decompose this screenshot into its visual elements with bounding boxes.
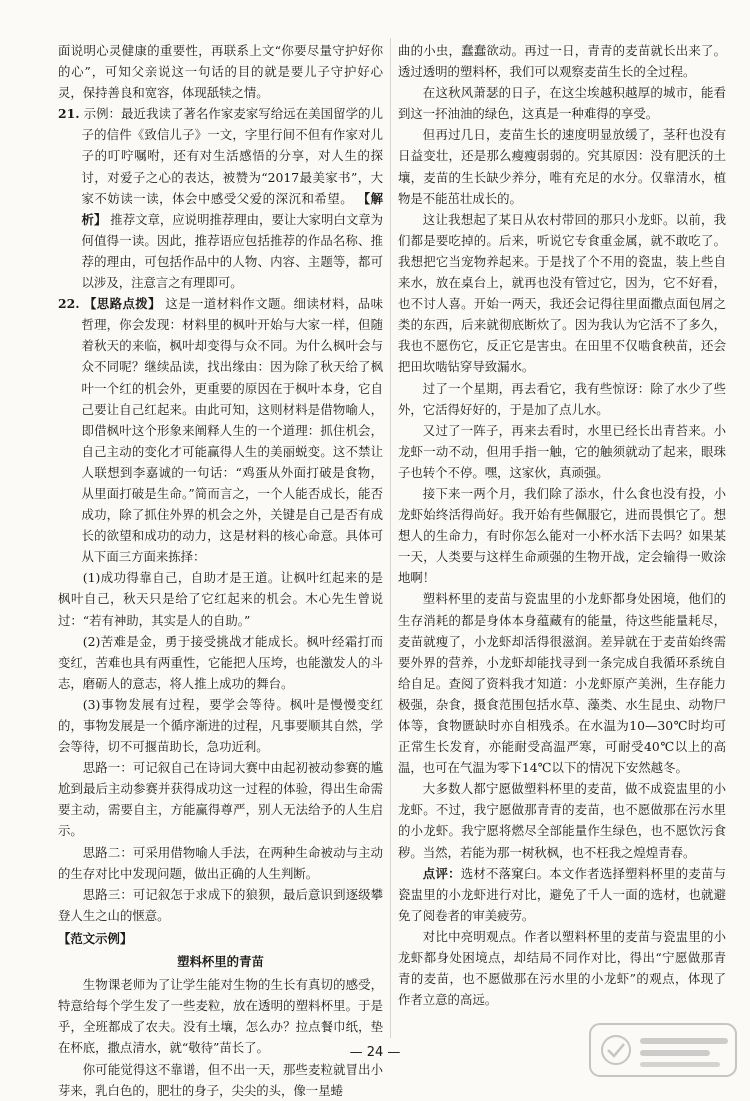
question-21 xyxy=(58,103,383,293)
essay-paragraph: 过了一个星期，再去看它，我有些惊讶：除了水少了些外，它活得好好的，于是加了点儿水。 xyxy=(398,380,726,417)
essay-paragraph: 你可能觉得这不靠谱，但不出一天，那些麦粒就冒出小芽来，乳白色的，肥壮的身子，尖尖的头，像一星蜷 xyxy=(58,1061,383,1098)
left-column xyxy=(58,40,383,1101)
question-22 xyxy=(58,293,383,567)
essay-paragraph: 对比中亮明观点。作者以塑料杯里的麦苗与瓷盅里的小龙虾都身处困境点，却结局不同作对比，得出“宁愿做那青青的麦苗，也不愿做那在污水里的小龙虾”的观点，体现了作者立意的高远。 xyxy=(398,928,726,1008)
comment-label: 点评： xyxy=(422,865,461,881)
right-column xyxy=(398,40,726,1010)
question-number: 21. xyxy=(58,106,80,122)
essay-title: 塑料杯里的青苗 xyxy=(177,954,264,970)
point-3: (3)事物发展有过程，要学会等待。枫叶是慢慢变红的，事物发展是一个循序渐进的过程，凡事要顺其自然，学会等待，切不可揠苗助长，急功近利。 xyxy=(58,696,383,755)
point-1: (1)成功得靠自己，自助才是王道。让枫叶红起来的是枫叶自己，秋天只是给了它红起来的机会。木心先生曾说过：“若有神助，其实是人的自助。” xyxy=(58,570,383,628)
question-number: 22. xyxy=(58,296,80,312)
essay-paragraph: 曲的小虫，蠢蠢欲动。再过一日，青青的麦苗就长出来了。透过透明的塑料杯，我们可以观察麦苗生长的全过程。 xyxy=(398,43,726,80)
idea-1: 思路一：可记叙自己在诗词大赛中由起初被动参赛的尴尬到最后主动参赛并获得成功这一过程的体验，得出生命需要主动，需要自主，方能赢得尊严，别人无法给予的人生启示。 xyxy=(58,760,383,839)
essay-paragraph: 接下来一两个月，我们除了添水，什么食也没有投，小龙虾始终活得尚好。我开始有些佩服它，进而畏惧它了。想想人的生命力，有时你怎么能对一小杯水活下去吗？如果某一天，人类要与这样生命顽强的生物开战，定会输得一败涂地啊！ xyxy=(398,485,726,586)
point-2: (2)苦难是金，勇于接受挑战才能成长。枫叶经霜打而变红，苦难也具有两重性，它能把人压垮，也能激发人的斗志，磨砺人的意志，将人推上成功的舞台。 xyxy=(58,633,383,691)
page-number: — 24 — xyxy=(349,1045,401,1060)
hint-tag: 【思路点拨】 xyxy=(83,296,161,312)
hint-text: 这是一道材料作文题。细读材料，品味哲理，你会发现：材料里的枫叶开始与大家一样，但随着秋天的来临，枫叶却变得与众不同。为什么枫叶会与众不同呢？继续品读，找出缘由：因为除了秋天给了枫叶一个红的机会外，更重要的原因在于枫叶本身，它自己要让自己红起来。由此可知，这则材料是借物喻人，即借枫叶这个形象来阐释人生的一个道理：抓住机会，自己主动的变化才可能赢得人生的美丽蜕变。这不禁让人联想到李嘉诚的一句话：“鸡蛋从外面打破是食物，从里面打破是生命。”简而言之，一个人能否成长，能否成功，除了抓住外界的机会之外，关键是自己是否有成长的欲望和成功的动力，这是材料的核心命意。具体可从下面三方面来拣择： xyxy=(81,296,383,565)
essay-paragraph: 但再过几日，麦苗生长的速度明显放缓了，茎秆也没有日益变壮，还是那么瘦瘦弱弱的。究其原因：没有肥沃的土壤，麦苗的生长缺少养分，唯有充足的水分。仅靠清水，植物是不能茁壮成长的。 xyxy=(398,127,726,206)
idea-2: 思路二：可采用借物喻人手法，在两种生命被动与主动的生存对比中发现问题，做出正确的人生判断。 xyxy=(58,844,383,881)
analysis-text: 推荐文章，应说明推荐理由，要让大家明白文章为何值得一读。因此，推荐语应包括推荐的作品名称、推荐的理由，可包括作品中的人物、内容、主题等，都可以涉及，注意言之有理即可。 xyxy=(81,211,383,291)
column-divider xyxy=(390,38,391,1038)
essay-paragraph: 塑料杯里的麦苗与瓷盅里的小龙虾都身处困境，他们的生存消耗的都是身体本身蕴藏有的能量，待这些能量耗尽，麦苗就瘦了，小龙虾却活得很滋润。差异就在于麦苗始终需要外界的营养，小龙虾却能找寻到一条完成自我循环系统自给自足。查阅了资料我才知道：小龙虾原产美洲，生存能力极强，杂食，摄食范围包括水草、藻类、水生昆虫、动物尸体等，食物匮缺时亦自相残杀。在水温为10—30℃时均可正常生长发育，亦能耐受高温严寒，可耐受40℃以上的高温，也可在气温为零下14℃以下的情况下安然越冬。 xyxy=(398,591,726,776)
essay-paragraph: 这让我想起了某日从农村带回的那只小龙虾。以前，我们都是要吃掉的。后来，听说它专食重金属，就不敢吃了。我想把它当宠物养起来。于是找了个不用的瓷盅，装上些自来水，放在桌台上，就再也没有管过它，因为，它不好看，也不讨人喜。开始一两天，我还会记得往里面撒点面包屑之类的东西，后来就彻底断炊了。因为我认为它活不了多久，我也不愿伤它，反正它是害虫。在田里不仅啮食秧苗，还会把田坎啮钻穿导致漏水。 xyxy=(398,211,726,375)
idea-3: 思路三：可记叙怎于求成下的狼狈，最后意识到逐级攀登人生之山的惬意。 xyxy=(58,886,383,923)
essay-paragraph: 在这秋风萧瑟的日子，在这尘埃越积越厚的城市，能看到这一抔油油的绿色，这真是一种难得的享受。 xyxy=(398,85,726,122)
continued-paragraph: 面说明心灵健康的重要性，再联系上文“你要尽量守护好你的心”，可知父亲说这一句话的目的就是要儿子守护好心灵，保持善良和宽容，体现舐犊之情。 xyxy=(58,43,383,101)
watermark-logo-icon xyxy=(588,1020,738,1080)
essay-paragraph: 生物课老师为了让学生能对生物的生长有真切的感受，特意给每个学生发了一些麦粒，放在透明的塑料杯里。于是乎，全班都成了农夫。没有土壤，怎么办？拉点餐巾纸，垫在杯底，撒点清水，就“敬待”苗长了。 xyxy=(58,977,383,1056)
comment-text: 选材不落窠臼。本文作者选择塑料杯里的麦苗与瓷盅里的小龙虾进行对比，避免了千人一面的选材，也就避免了阅卷者的审美疲劳。 xyxy=(398,865,727,923)
analysis-tag: 【解析】 xyxy=(81,190,383,227)
essay-paragraph: 大多数人都宁愿做塑料杯里的麦苗，做不成瓷盅里的小龙虾。不过，我宁愿做那青青的麦苗，也不愿做那在污水里的小龙虾。我宁愿将燃尽全部能量作生绿色，也不愿饮污食秽。当然，若能为那一树秋枫，也不枉我之煌煌青春。 xyxy=(398,781,726,860)
sample-essay-tag: 【范文示例】 xyxy=(58,930,133,946)
essay-paragraph: 又过了一阵子，再来去看时，水里已经长出青苔来。小龙虾一动不动，但用手指一触，它的触须就动了起来，眼珠子也转个不停。嘿，这家伙，真顽强。 xyxy=(398,422,726,480)
comment xyxy=(398,863,726,926)
answer-text: 示例：最近我读了著名作家麦家写给远在美国留学的儿子的信件《致信儿子》一文，字里行间不但有作家对儿子的叮咛嘱咐，还有对生活感悟的分享，对人生的探讨，对爱子之心的表达，被赞为“2017最美家书”，大家不妨读一读，体会中感受父爱的深沉和希望。 xyxy=(81,106,383,206)
